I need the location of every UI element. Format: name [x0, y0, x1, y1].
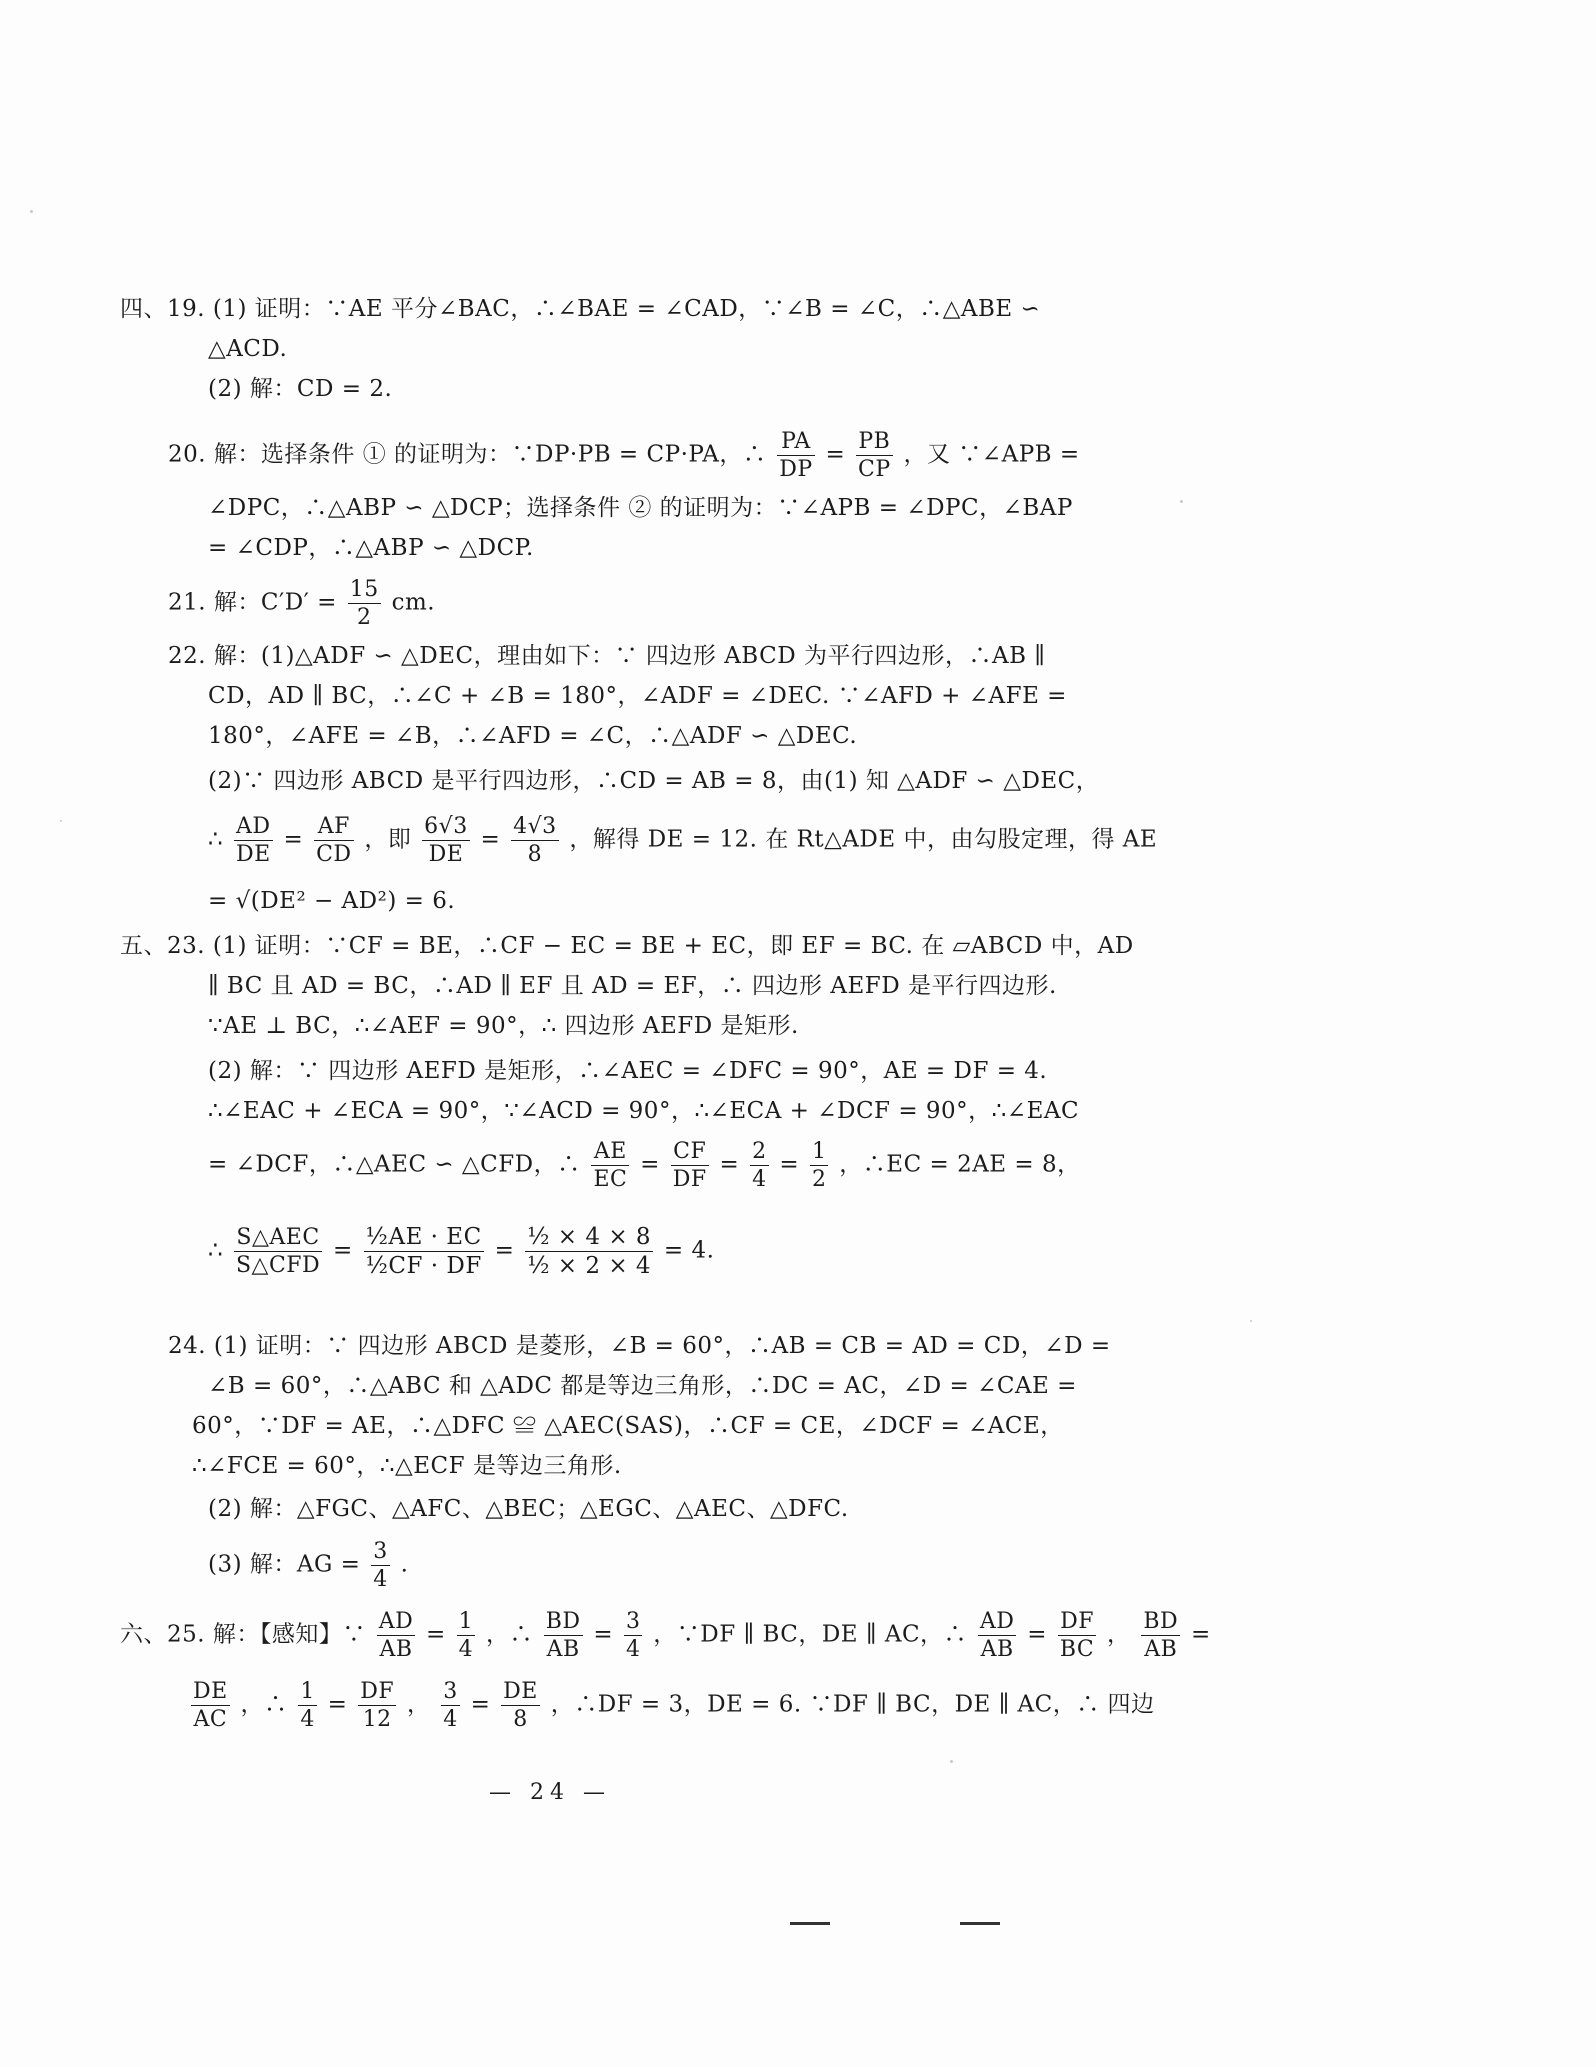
- q25-text-l2c: ，∴DF = 3，DE = 6. ∵DF ∥ BC，DE ∥ AC，∴ 四边: [550, 1691, 1155, 1718]
- q19-line-3: (2) 解：CD = 2.: [208, 376, 393, 402]
- q21-fraction: [348, 578, 381, 629]
- q23-text-a: = ∠DCF，∴△AEC ∽ △CFD，∴: [208, 1151, 581, 1178]
- page-number: — 24 —: [489, 1780, 611, 1805]
- q20-fraction-pb-cp: [856, 430, 893, 481]
- fraction-denominator: CP: [858, 457, 891, 483]
- q22-line-1: 22. 解：(1)△ADF ∽ △DEC，理由如下：∵ 四边形 ABCD 为平行四边形，∴AB ∥: [168, 643, 1046, 669]
- q23-result: = 4.: [663, 1237, 715, 1264]
- q22-text-ie: ，即: [364, 826, 412, 853]
- q24-line-5: (2) 解：△FGC、△AFC、△BEC；△EGC、△AEC、△DFC.: [208, 1496, 849, 1522]
- fraction-numerator: DE: [191, 1680, 230, 1706]
- fraction-numerator: PA: [777, 430, 814, 456]
- fraction-denominator: 4: [752, 1167, 767, 1193]
- q22-fraction-af-cd: [314, 815, 353, 866]
- fraction-denominator: 4: [300, 1707, 315, 1733]
- q22-fraction-6root3-de: [422, 815, 470, 866]
- q24-fraction-3-4: [371, 1540, 390, 1591]
- q23-line-3: ∵AE ⊥ BC，∴∠AEF = 90°，∴ 四边形 AEFD 是矩形.: [208, 1013, 799, 1039]
- q22-fraction-ad-de: [234, 815, 273, 866]
- fraction-numerator: 1: [457, 1610, 476, 1636]
- equals-sign: =: [327, 1691, 348, 1718]
- q25-text-l2a: ，∴: [240, 1691, 288, 1718]
- fraction-numerator: DE: [501, 1680, 540, 1706]
- fraction-numerator: BD: [1141, 1610, 1180, 1636]
- q25-text-b: ，∴: [485, 1621, 533, 1648]
- q23-line-5: ∴∠EAC + ∠ECA = 90°，∵∠ACD = 90°，∴∠ECA + ∠DCF = 90°，∴∠EAC: [208, 1098, 1080, 1124]
- q19-line-2: △ACD.: [208, 336, 288, 362]
- fraction-numerator: AD: [377, 1610, 416, 1636]
- q25-text-c: ，∵DF ∥ BC，DE ∥ AC，∴: [653, 1621, 968, 1648]
- scan-speck: [60, 820, 62, 822]
- fraction-numerator: BD: [544, 1610, 583, 1636]
- fraction-denominator: 4: [458, 1637, 474, 1663]
- equals-sign: =: [1190, 1621, 1211, 1648]
- scan-artifact: [960, 1922, 1000, 1925]
- equals-sign: =: [1027, 1621, 1047, 1648]
- q25-fraction-ad-ab-2: [978, 1610, 1017, 1661]
- q22-line-5: [208, 815, 1157, 866]
- fraction-numerator: 15: [348, 578, 381, 604]
- fraction-numerator: AE: [591, 1140, 629, 1166]
- q25-fraction-1-4: [457, 1610, 476, 1661]
- q23-line-1: 五、23. (1) 证明：∵CF = BE，∴CF − EC = BE + EC，即 EF = BC. 在 ▱ABCD 中，AD: [120, 933, 1134, 959]
- q25-fraction-3-4: [624, 1610, 643, 1661]
- q24-line-2: ∠B = 60°，∴△ABC 和 △ADC 都是等边三角形，∴DC = AC，∠D = ∠CAE =: [208, 1373, 1077, 1399]
- scan-artifact: [790, 1922, 830, 1925]
- q24-prefix: (3) 解：AG =: [208, 1551, 361, 1578]
- fraction-denominator: S△CFD: [235, 1253, 321, 1279]
- therefore-symbol: ∴: [208, 826, 224, 853]
- fraction-denominator: AC: [193, 1707, 228, 1733]
- fraction-numerator: ½ × 4 × 8: [525, 1225, 653, 1252]
- scan-speck: [30, 210, 33, 213]
- q25-fraction-1-4-b: [298, 1680, 317, 1731]
- fraction-denominator: 4: [625, 1637, 641, 1663]
- equals-sign: =: [640, 1151, 660, 1178]
- q23-text-b: ，∴EC = 2AE = 8，: [839, 1151, 1081, 1178]
- fraction-denominator: CD: [316, 842, 352, 868]
- fraction-denominator: 4: [373, 1567, 388, 1593]
- q25-text-l2b: ，: [406, 1691, 431, 1718]
- q21-suffix: cm.: [391, 589, 436, 616]
- q25-fraction-de-ac: [191, 1680, 230, 1731]
- fraction-numerator: 1: [810, 1140, 829, 1166]
- equals-sign: =: [426, 1621, 446, 1648]
- q22-line-3: 180°，∠AFE = ∠B，∴∠AFD = ∠C，∴△ADF ∽ △DEC.: [208, 723, 858, 749]
- fraction-numerator: 6√3: [422, 815, 470, 841]
- fraction-denominator: AB: [546, 1637, 580, 1663]
- equals-sign: =: [480, 826, 501, 853]
- q19-line-1: 四、19. (1) 证明：∵AE 平分∠BAC，∴∠BAE = ∠CAD，∵∠B = ∠C，∴△ABE ∽: [120, 296, 1041, 322]
- fraction-numerator: 1: [298, 1680, 317, 1706]
- fraction-numerator: DF: [358, 1680, 396, 1706]
- scan-speck: [950, 1760, 953, 1763]
- q20-text-b: ，又 ∵∠APB =: [903, 441, 1080, 468]
- fraction-denominator: ½ × 2 × 4: [527, 1253, 652, 1280]
- equals-sign: =: [283, 826, 304, 853]
- fraction-denominator: DE: [235, 842, 271, 868]
- q23-line-6: [208, 1140, 1081, 1191]
- fraction-denominator: DE: [428, 842, 464, 868]
- q23-fraction-area-values: [525, 1225, 653, 1278]
- equals-sign: =: [825, 441, 846, 468]
- q22-line-4: (2)∵ 四边形 ABCD 是平行四边形，∴CD = AB = 8，由(1) 知 △ADF ∽ △DEC，: [208, 768, 1100, 794]
- q25-fraction-df-12: [358, 1680, 396, 1731]
- q20-line-3: = ∠CDP，∴△ABP ∽ △DCP.: [208, 535, 534, 561]
- q23-line-2: ∥ BC 且 AD = BC，∴AD ∥ EF 且 AD = EF，∴ 四边形 AEFD 是平行四边形.: [208, 973, 1057, 999]
- fraction-numerator: S△AEC: [234, 1226, 322, 1252]
- q23-fraction-area-ratio: [234, 1226, 322, 1277]
- q24-line-4: ∴∠FCE = 60°，∴△ECF 是等边三角形.: [192, 1453, 622, 1479]
- fraction-denominator: 2: [357, 605, 372, 631]
- fraction-denominator: AB: [379, 1637, 413, 1663]
- fraction-denominator: AB: [980, 1637, 1014, 1663]
- fraction-numerator: CF: [671, 1140, 709, 1166]
- q24-line-1: 24. (1) 证明：∵ 四边形 ABCD 是菱形，∠B = 60°，∴AB = CB = AD = CD，∠D =: [168, 1333, 1111, 1359]
- fraction-denominator: 12: [362, 1707, 392, 1733]
- q24-suffix: .: [400, 1551, 409, 1578]
- q23-fraction-cf-df: [671, 1140, 709, 1191]
- equals-sign: =: [719, 1151, 740, 1178]
- fraction-numerator: AD: [978, 1610, 1017, 1636]
- q20-line-2: ∠DPC，∴△ABP ∽ △DCP；选择条件 ② 的证明为：∵∠APB = ∠DPC，∠BAP: [208, 495, 1073, 521]
- fraction-denominator: 8: [527, 842, 543, 868]
- equals-sign: =: [494, 1237, 515, 1264]
- q25-fraction-ad-ab: [377, 1610, 416, 1661]
- q20-fraction-pa-dp: [777, 430, 814, 481]
- q20-text-a: 20. 解：选择条件 ① 的证明为：∵DP·PB = CP·PA，∴: [168, 441, 767, 468]
- fraction-numerator: 3: [371, 1540, 390, 1566]
- q25-text-a: 六、25. 解：【感知】∵: [120, 1621, 366, 1648]
- q21-prefix: 21. 解：C′D′ =: [168, 589, 337, 616]
- fraction-numerator: 3: [441, 1680, 460, 1706]
- q23-fraction-2-4: [750, 1140, 769, 1191]
- q25-fraction-bd-ab: [544, 1610, 583, 1661]
- q22-line-6: = √(DE² − AD²) = 6.: [208, 888, 456, 914]
- q23-line-7: [208, 1225, 714, 1278]
- q23-fraction-area-formula: [364, 1225, 484, 1278]
- fraction-denominator: 2: [811, 1167, 827, 1193]
- fraction-denominator: EC: [593, 1167, 628, 1193]
- fraction-numerator: 3: [624, 1610, 643, 1636]
- fraction-numerator: 4√3: [511, 815, 559, 841]
- fraction-denominator: 8: [513, 1707, 528, 1733]
- q25-fraction-bd-ab-2: [1141, 1610, 1180, 1661]
- fraction-denominator: DP: [779, 457, 813, 483]
- q22-line-2: CD，AD ∥ BC，∴∠C + ∠B = 180°，∠ADF = ∠DEC. ∵∠AFD + ∠AFE =: [208, 683, 1067, 709]
- equals-sign: =: [333, 1237, 353, 1264]
- fraction-numerator: AD: [234, 815, 273, 841]
- fraction-denominator: ½CF · DF: [365, 1253, 482, 1280]
- q21-line: [168, 578, 435, 629]
- equals-sign: =: [779, 1151, 800, 1178]
- equals-sign: =: [593, 1621, 614, 1648]
- fraction-denominator: 4: [443, 1707, 458, 1733]
- q22-fraction-4root3-8: [511, 815, 559, 866]
- fraction-numerator: DF: [1058, 1610, 1096, 1636]
- q23-fraction-1-2: [810, 1140, 829, 1191]
- fraction-numerator: PB: [856, 430, 893, 456]
- q25-fraction-de-8: [501, 1680, 540, 1731]
- fraction-numerator: AF: [314, 815, 353, 841]
- fraction-denominator: BC: [1059, 1637, 1095, 1663]
- q25-fraction-3-4-b: [441, 1680, 460, 1731]
- fraction-numerator: ½AE · EC: [364, 1225, 484, 1252]
- q22-text-rest: ，解得 DE = 12. 在 Rt△ADE 中，由勾股定理，得 AE: [569, 826, 1158, 853]
- fraction-denominator: AB: [1144, 1637, 1178, 1663]
- therefore-symbol: ∴: [208, 1237, 224, 1264]
- q20-line-1: [168, 430, 1080, 481]
- equals-sign: =: [470, 1691, 491, 1718]
- fraction-numerator: 2: [750, 1140, 769, 1166]
- fraction-denominator: DF: [672, 1167, 707, 1193]
- q25-line-1: [120, 1610, 1211, 1661]
- q24-line-3: 60°，∵DF = AE，∴△DFC ≌ △AEC(SAS)，∴CF = CE，∠DCF = ∠ACE，: [192, 1413, 1064, 1439]
- q25-fraction-df-bc: [1058, 1610, 1096, 1661]
- q23-fraction-ae-ec: [591, 1140, 629, 1191]
- scan-speck: [1180, 500, 1183, 503]
- q25-text-d: ，: [1107, 1621, 1131, 1648]
- q23-line-4: (2) 解：∵ 四边形 AEFD 是矩形，∴∠AEC = ∠DFC = 90°，AE = DF = 4.: [208, 1058, 1048, 1084]
- q24-line-6: [208, 1540, 408, 1591]
- q25-line-2: [188, 1680, 1155, 1731]
- scan-speck: [1250, 1320, 1252, 1322]
